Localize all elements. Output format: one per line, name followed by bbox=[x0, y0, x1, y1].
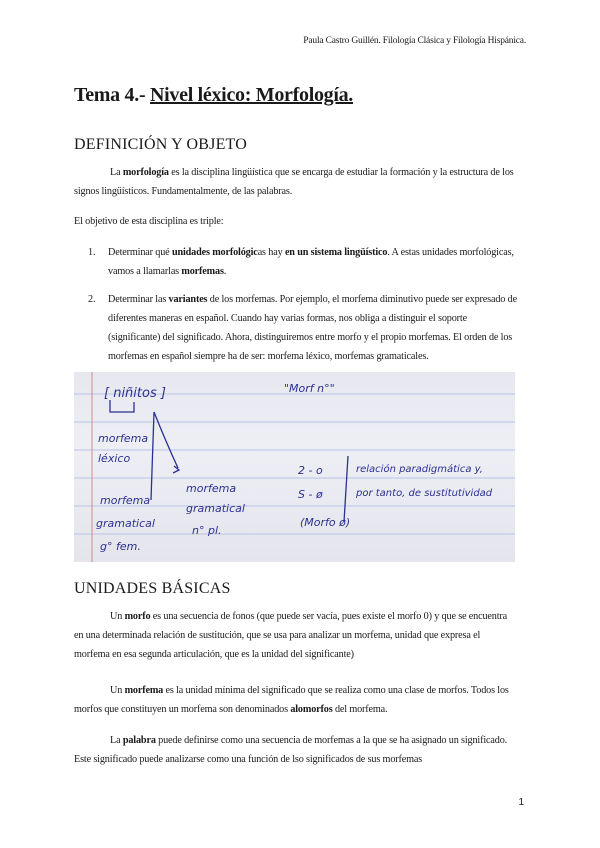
list-item-2: 2. Determinar las variantes de los morfemas. Por ejemplo, el morfema diminutivo puede ser expresado de diferentes maneras en español. Cuando hay varias formas, nos obliga a distinguir el soporte (significante) del significado. Ahora, distinguiremos entre morfo y el propio morfemas. El orden de los morfemas en español siempre ha de ser: morfema léxico, morfemas gramaticales. bbox=[88, 294, 517, 362]
note-text: 2 - o bbox=[298, 464, 323, 477]
note-text: n° pl. bbox=[192, 524, 222, 537]
note-text: [ niñitos ] bbox=[104, 386, 166, 401]
section-heading-unidades: UNIDADES BÁSICAS bbox=[74, 580, 231, 597]
document-title bbox=[74, 84, 353, 107]
paragraph-morfema: Un morfema es la unidad mínima del significado que se realiza como una clase de morfos. Todos los morfos que constituyen un morfema son denominados alomorfos del morfema. bbox=[74, 685, 509, 715]
title-main: Nivel léxico: Morfología. bbox=[150, 84, 354, 106]
paragraph-morfologia: La morfología es la disciplina lingüística que se encarga de estudiar la formación y la estructura de los signos lingüísticos. Fundamentalmente, de las palabras. bbox=[74, 167, 514, 197]
note-text: gramatical bbox=[96, 517, 155, 530]
note-text: morfema bbox=[186, 482, 237, 495]
note-text: relación paradigmática y, bbox=[356, 464, 483, 475]
note-text: por tanto, de sustitutividad bbox=[356, 488, 493, 499]
note-text: S - ø bbox=[298, 488, 323, 501]
paragraph-morfo: Un morfo es una secuencia de fonos (que puede ser vacía, pues existe el morfo 0) y que se encuentra en una determinada relación de sustitución, que se usa para analizar un morfema, unidad que expresa el morfema en esa segunda articulación, que es la unidad del significante) bbox=[74, 611, 508, 660]
note-text: morfema bbox=[100, 494, 151, 507]
paragraph-objetivo: El objetivo de esta disciplina es triple: bbox=[74, 216, 224, 227]
page-number: 1 bbox=[518, 797, 524, 808]
paragraph-palabra: La palabra puede definirse como una secuencia de morfemas a la que se ha asignado un significado. Este significado puede analizarse como una función de lso significados de sus morfemas bbox=[74, 735, 508, 765]
title-prefix: Tema 4.- bbox=[74, 84, 151, 106]
page-header: Paula Castro Guillén. Filología Clásica y Filología Hispánica. bbox=[303, 36, 526, 46]
list-item-1: 1. Determinar qué unidades morfológicas hay en un sistema lingüístico. A estas unidades morfológicas, vamos a llamarlas morfemas. bbox=[88, 247, 514, 277]
section-heading-definicion: DEFINICIÓN Y OBJETO bbox=[74, 136, 247, 153]
handwritten-notes-photo bbox=[74, 372, 515, 562]
note-text: "Morf n°" bbox=[284, 382, 335, 395]
note-text: gramatical bbox=[186, 502, 245, 515]
note-text: morfema bbox=[98, 432, 149, 445]
note-text: g° fem. bbox=[100, 540, 141, 553]
note-text: (Morfo ø) bbox=[300, 516, 351, 529]
notebook-sketch bbox=[74, 372, 515, 562]
note-text: léxico bbox=[98, 452, 131, 465]
